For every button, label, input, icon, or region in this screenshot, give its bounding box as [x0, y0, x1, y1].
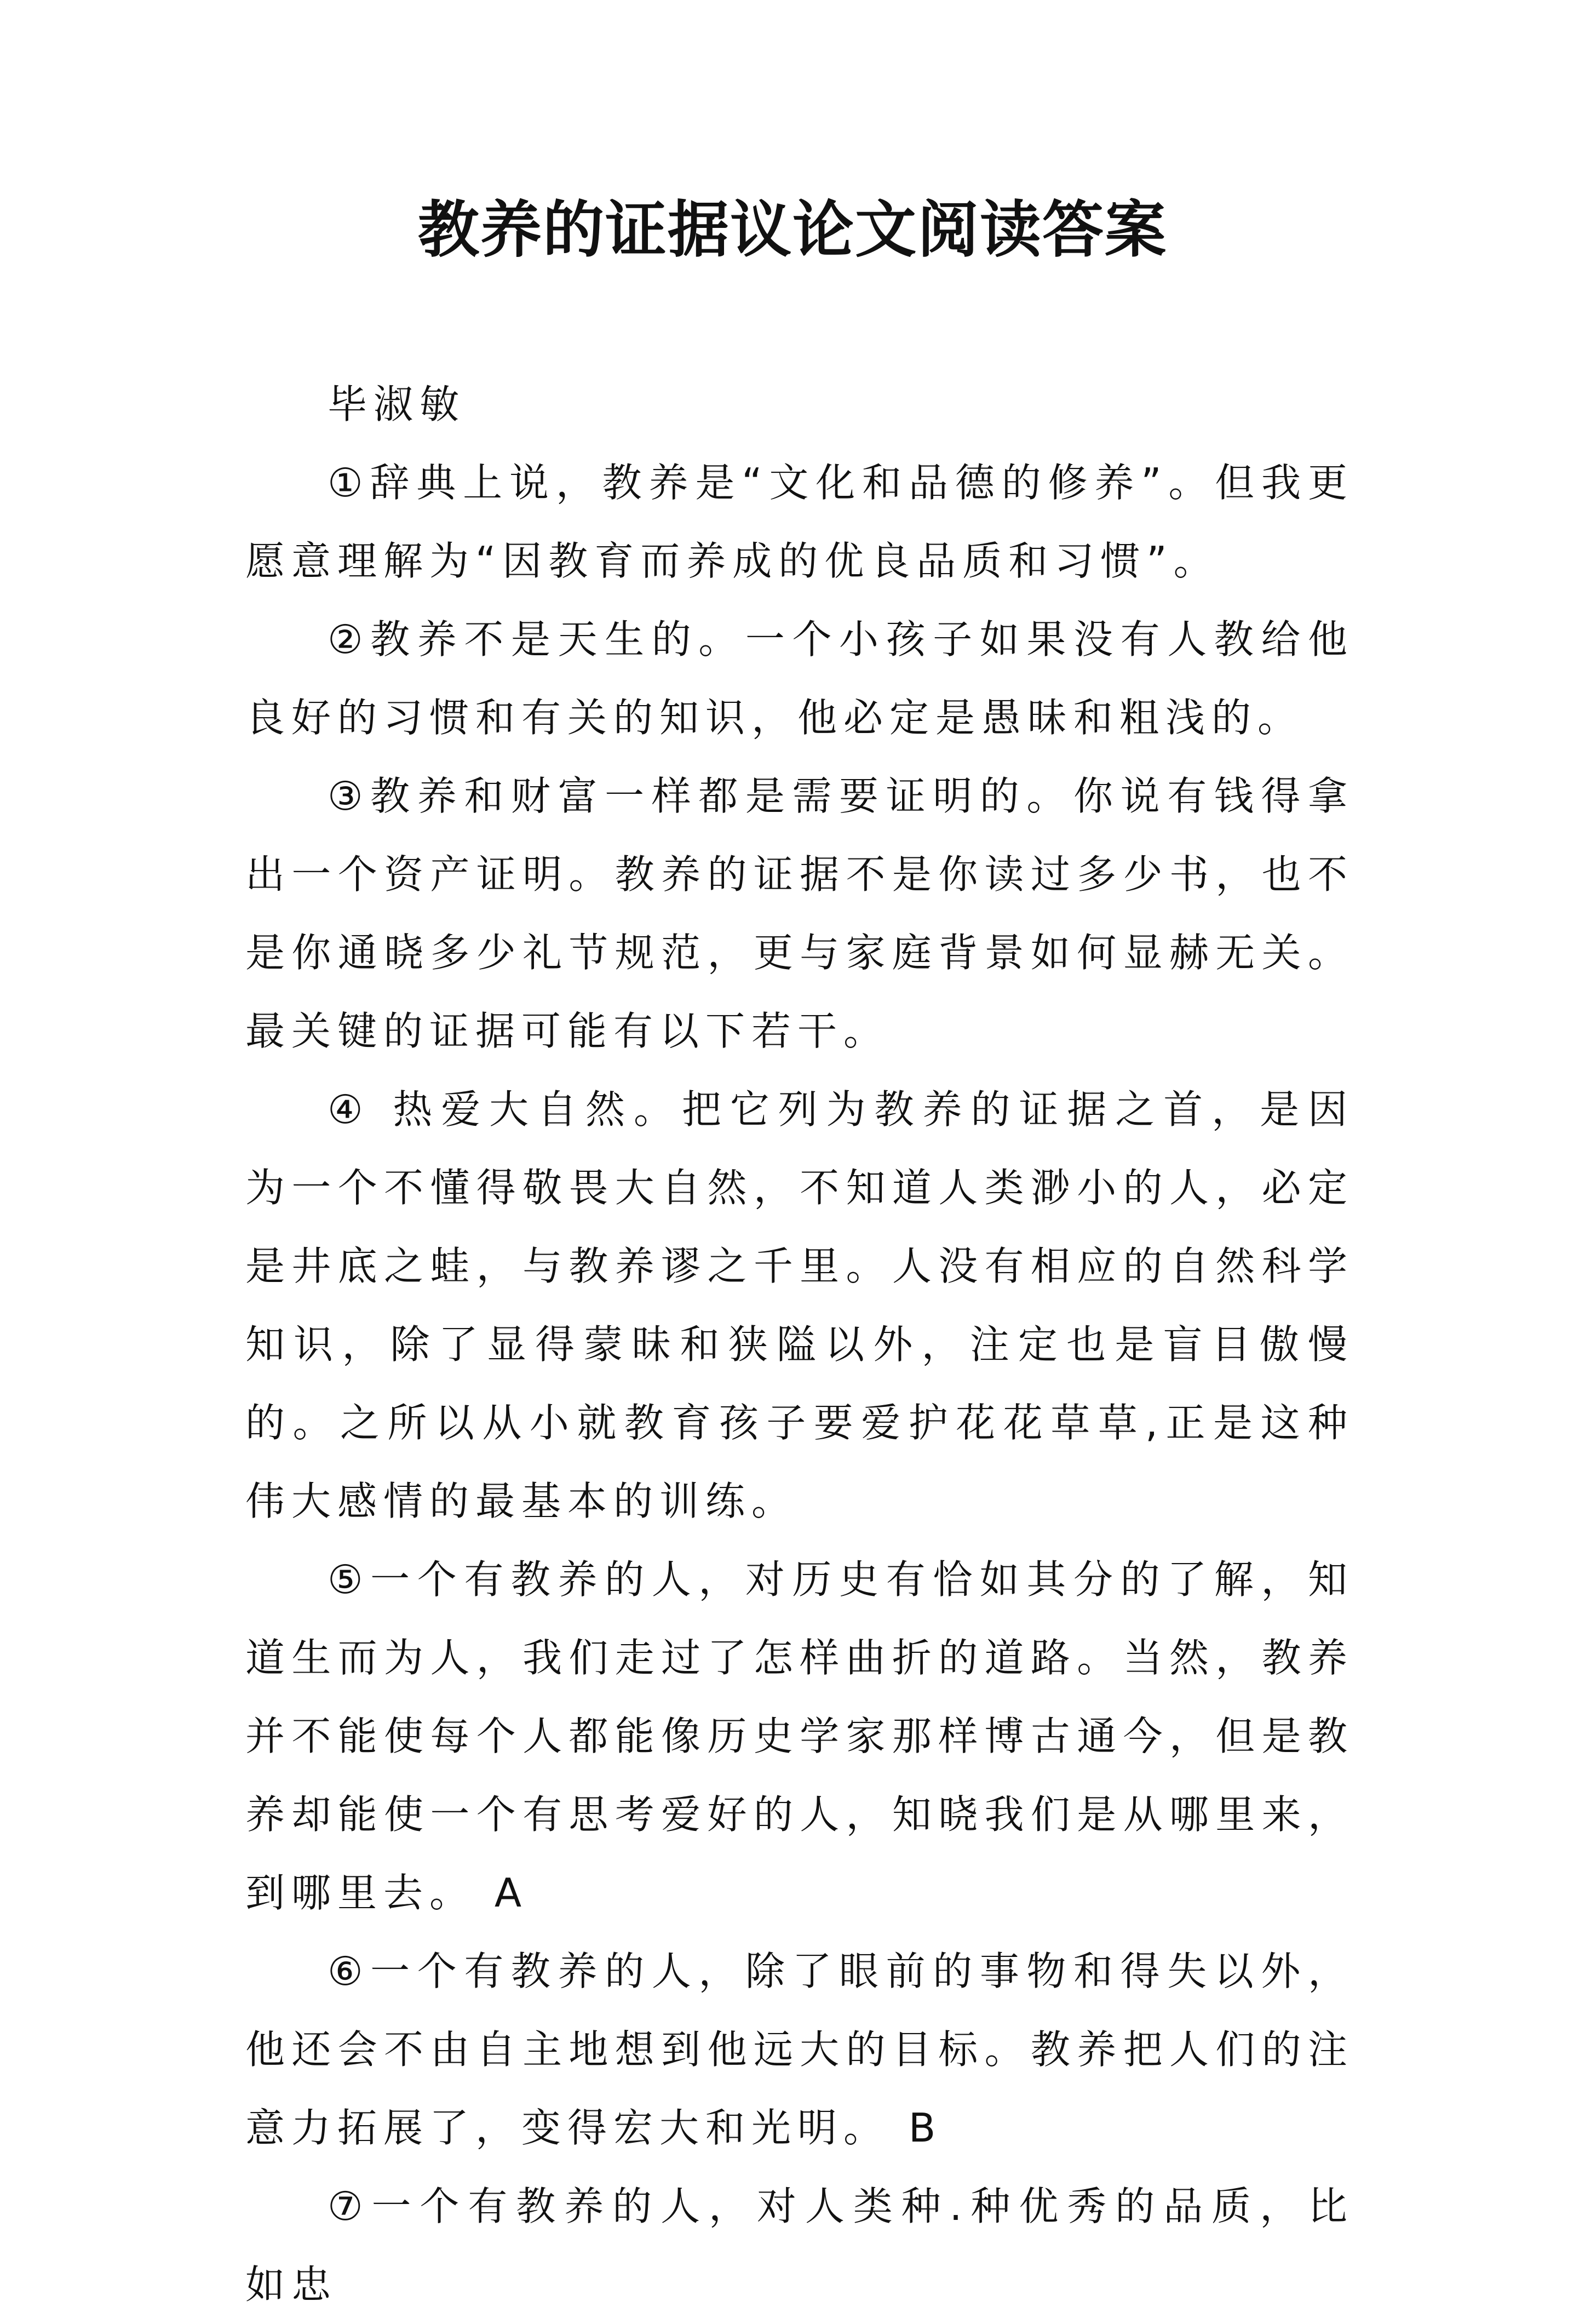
document-title: 教养的证据议论文阅读答案	[418, 194, 1167, 266]
paragraph-7: ⑦一个有教养的人，对人类种.种优秀的品质，比如忠	[245, 2183, 1354, 2308]
paragraph-4: ④ 热爱大自然。把它列为教养的证据之首，是因为一个不懂得敬畏大自然，不知道人类渺小的人，必定是井底之蛙，与教养谬之千里。人没有相应的自然科学知识，除了显得蒙昧和狭隘以外，注定也是盲目傲慢的。之所以从小就教育孩子要爱护花花草草,正是这种伟大感情的最基本的训练。	[245, 1086, 1354, 1524]
paragraph-6: ⑥一个有教养的人，除了眼前的事物和得失以外，他还会不由自主地想到他远大的目标。教养把人们的注意力拓展了，变得宏大和光明。 B	[245, 1948, 1354, 2151]
paragraph-1: ①辞典上说，教养是“文化和品德的修养”。但我更愿意理解为“因教育而养成的优良品质和习惯”。	[245, 460, 1354, 584]
paragraph-2: ②教养不是天生的。一个小孩子如果没有人教给他良好的习惯和有关的知识，他必定是愚昧和粗浅的。	[245, 616, 1354, 741]
author-name: 毕淑敏	[328, 381, 466, 427]
paragraph-3: ③教养和财富一样都是需要证明的。你说有钱得拿出一个资产证明。教养的证据不是你读过多少书，也不是你通晓多少礼节规范，更与家庭背景如何显赫无关。最关键的证据可能有以下若干。	[245, 773, 1354, 1054]
document-body	[245, 365, 1354, 2324]
paragraph-5: ⑤一个有教养的人，对历史有恰如其分的了解，知道生而为人，我们走过了怎样曲折的道路。当然，教养并不能使每个人都能像历史学家那样博古通今，但是教养却能使一个有思考爱好的人，知晓我们是从哪里来，到哪里去。 A	[245, 1556, 1354, 1916]
